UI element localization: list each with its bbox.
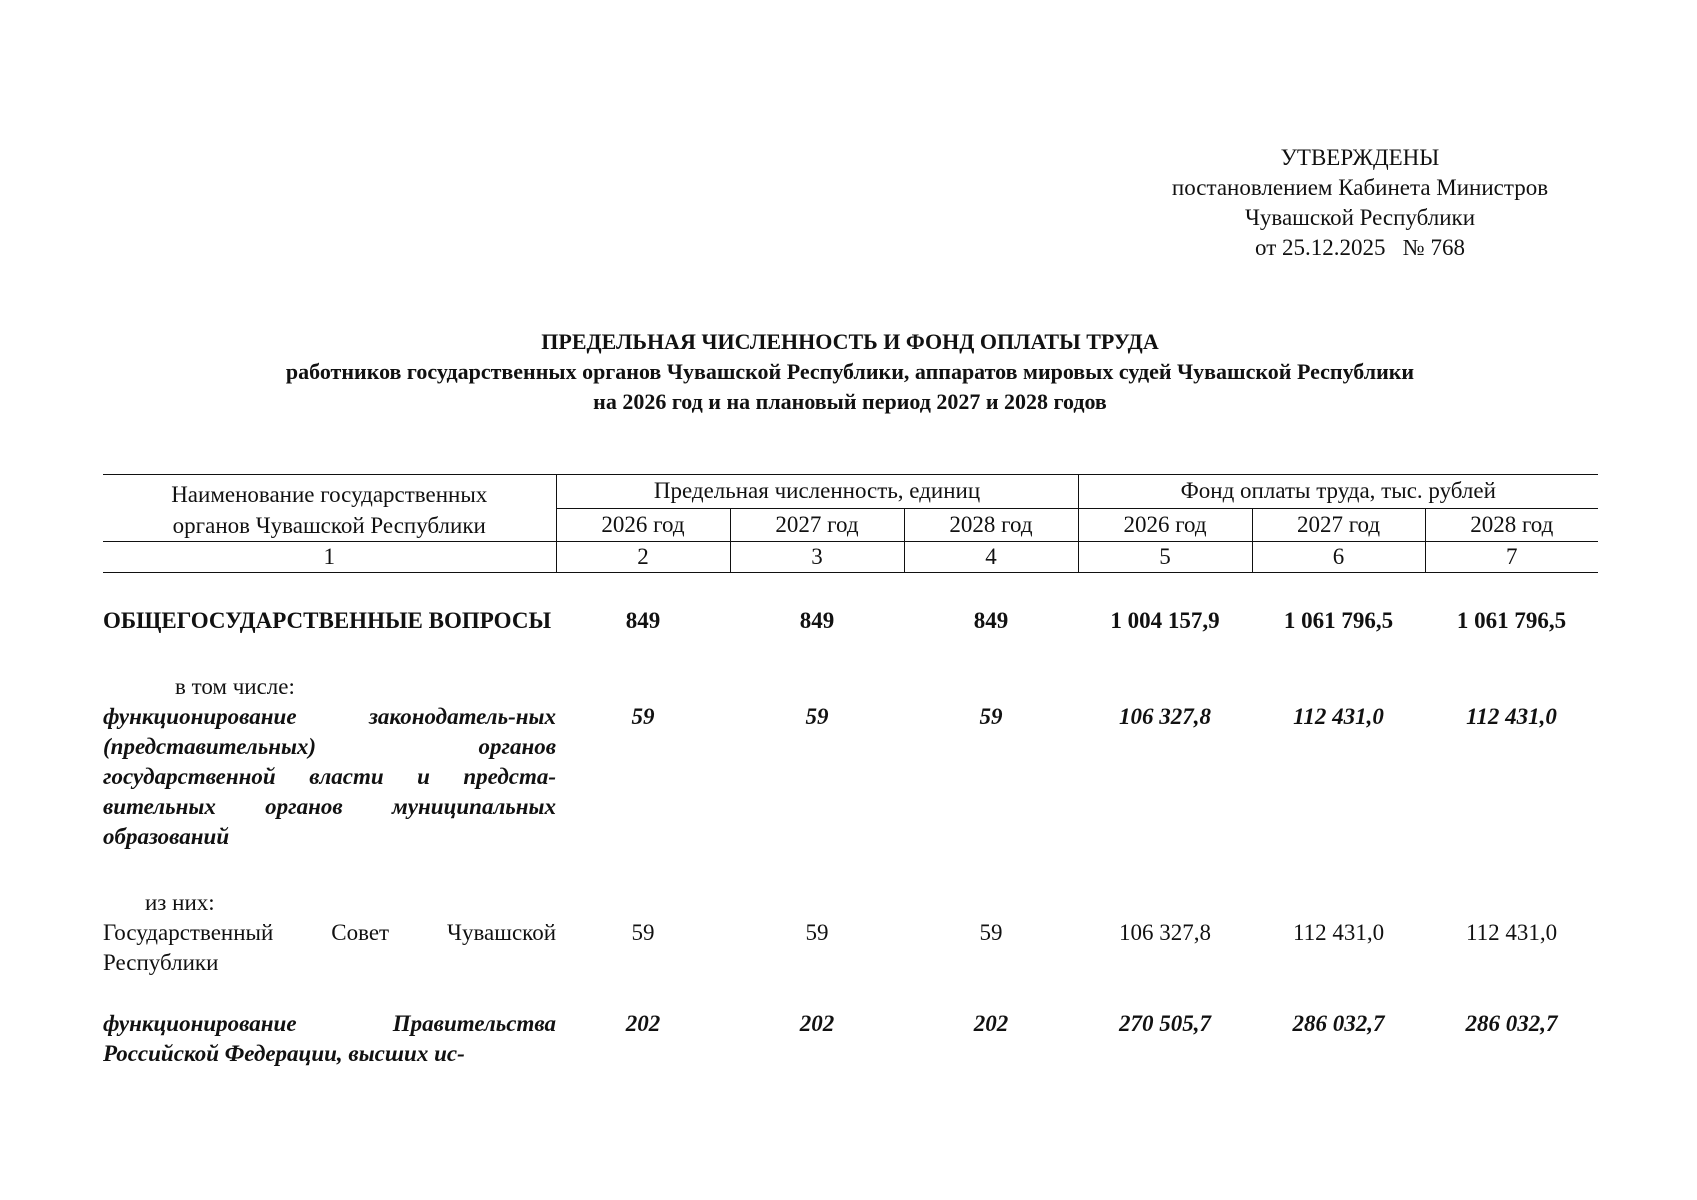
row-value: 849 xyxy=(973,608,1009,633)
row-value: 112 431,0 xyxy=(1466,704,1557,729)
row-value: 112 431,0 xyxy=(1293,704,1384,729)
table-row xyxy=(103,606,1598,636)
header-year-cell: 2027 год xyxy=(730,508,904,542)
row-name: функционирование законодатель-ных (представительных) органов государственной власти и предста-вительных органов муниципальных образований xyxy=(103,704,556,849)
row-value: 202 xyxy=(625,1011,661,1036)
headcount-payroll-table xyxy=(103,474,1598,1069)
row-value: 59 xyxy=(979,704,1003,729)
row-value: 202 xyxy=(799,1011,835,1036)
approval-line-date-number: от 25.12.2025 № 768 xyxy=(1255,235,1465,260)
column-number-cell: 5 xyxy=(1078,542,1252,573)
header-year-cell: 2026 год xyxy=(556,508,730,542)
table-row-intro xyxy=(103,888,1598,918)
column-number-cell: 7 xyxy=(1425,542,1598,573)
row-value: 202 xyxy=(973,1011,1009,1036)
title-line-3: на 2026 год и на плановый период 2027 и 2028 годов xyxy=(593,389,1107,414)
column-number-cell: 3 xyxy=(730,542,904,573)
row-name: функционирование Правительства Российской Федерации, высших ис- xyxy=(103,1011,556,1066)
table-row xyxy=(103,918,1598,978)
row-value: 1 004 157,9 xyxy=(1110,608,1220,633)
table-spacer xyxy=(103,852,1598,888)
row-value: 270 505,7 xyxy=(1119,1011,1212,1036)
row-value: 106 327,8 xyxy=(1119,920,1212,945)
row-value: 59 xyxy=(631,920,655,945)
row-value: 1 061 796,5 xyxy=(1283,608,1394,633)
approval-stamp xyxy=(1110,143,1610,263)
row-intro-text: из них: xyxy=(145,890,215,915)
row-value: 286 032,7 xyxy=(1292,1011,1385,1036)
row-intro-text: в том числе: xyxy=(175,674,295,699)
header-year-cell: 2027 год xyxy=(1252,508,1425,542)
title-line-2: работников государственных органов Чувашской Республики, аппаратов мировых судей Чувашской Республики xyxy=(285,359,1415,384)
table-row-intro xyxy=(103,672,1598,702)
title-line-1: ПРЕДЕЛЬНАЯ ЧИСЛЕННОСТЬ И ФОНД ОПЛАТЫ ТРУДА xyxy=(541,329,1159,354)
column-number-cell: 2 xyxy=(556,542,730,573)
header-name-line-1: Наименование государственных xyxy=(171,482,488,507)
table-row xyxy=(103,702,1598,852)
row-value: 112 431,0 xyxy=(1292,920,1385,945)
header-group-payroll: Фонд оплаты труда, тыс. рублей xyxy=(1078,475,1598,509)
row-name: ОБЩЕГОСУДАРСТВЕННЫЕ ВОПРОСЫ xyxy=(103,608,552,633)
header-row-groups xyxy=(103,475,1598,509)
row-value: 849 xyxy=(799,608,835,633)
column-number-cell: 4 xyxy=(904,542,1078,573)
table-spacer xyxy=(103,636,1598,672)
document-title xyxy=(100,327,1600,417)
table-spacer xyxy=(103,978,1598,1009)
header-year-cell: 2028 год xyxy=(904,508,1078,542)
row-value: 59 xyxy=(805,704,829,729)
row-value: 286 032,7 xyxy=(1465,1011,1558,1036)
header-row-column-numbers xyxy=(103,542,1598,573)
header-name-line-2: органов Чувашской Республики xyxy=(172,513,486,538)
header-year-cell: 2026 год xyxy=(1078,508,1252,542)
row-value: 1 061 796,5 xyxy=(1456,608,1567,633)
column-number-cell: 1 xyxy=(103,542,556,573)
header-group-headcount: Предельная численность, единиц xyxy=(556,475,1078,509)
approval-line-republic: Чувашской Республики xyxy=(1244,205,1476,230)
row-value: 59 xyxy=(805,920,829,945)
table-spacer xyxy=(103,573,1598,607)
header-year-cell: 2028 год xyxy=(1425,508,1598,542)
approval-line-approved: УТВЕРЖДЕНЫ xyxy=(1280,145,1440,170)
row-value: 849 xyxy=(625,608,661,633)
row-value: 59 xyxy=(631,704,655,729)
table-row xyxy=(103,1009,1598,1069)
row-value: 106 327,8 xyxy=(1119,704,1212,729)
column-number-cell: 6 xyxy=(1252,542,1425,573)
header-name-column xyxy=(103,475,556,542)
row-value: 112 431,0 xyxy=(1465,920,1558,945)
row-value: 59 xyxy=(979,920,1003,945)
row-name: Государственный Совет Чувашской Республики xyxy=(103,920,556,975)
approval-line-resolution: постановлением Кабинета Министров xyxy=(1171,175,1549,200)
